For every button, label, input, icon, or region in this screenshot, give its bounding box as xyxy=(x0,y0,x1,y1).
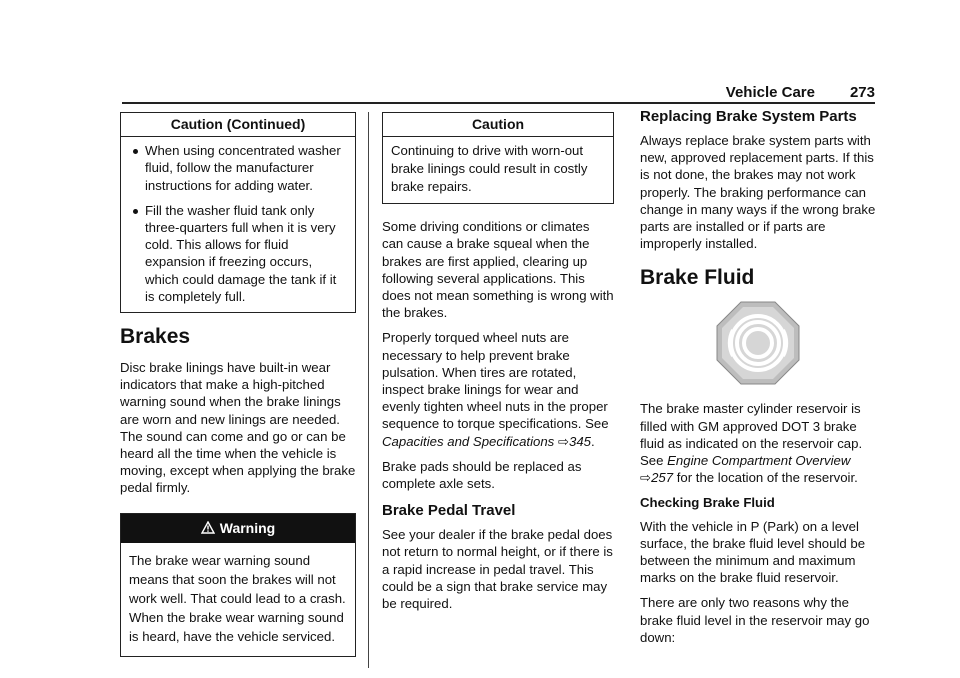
column-divider-1 xyxy=(368,112,369,668)
torque-text: Properly torqued wheel nuts are necessary to help prevent brake pulsation. When tires are rotated, inspect brake linings for wear and evenly tighten wheel nuts in the proper sequence to torque specifications. See xyxy=(382,330,609,432)
brakes-heading: Brakes xyxy=(120,325,191,349)
capacities-page-link[interactable]: 345 xyxy=(569,433,592,449)
column-3 xyxy=(640,108,876,654)
checking-fluid-paragraph: With the vehicle in P (Park) on a level surface, the brake fluid level should be between the minimum and maximum marks on the brake fluid reservoir. xyxy=(640,518,866,586)
checking-fluid-heading: Checking Brake Fluid xyxy=(640,495,775,511)
brake-pads-paragraph: Brake pads should be replaced as complete axle sets. xyxy=(382,458,582,492)
fluid-text: The brake master cylinder reservoir is filled with GM approved DOT 3 brake fluid as indicated on the reservoir cap. See xyxy=(640,401,863,469)
brake-fluid-heading: Brake Fluid xyxy=(640,266,755,290)
warning-text: The brake wear warning sound means that soon the brakes will not work well. That could lead to a crash. When the brake wear warning sound is heard, have the vehicle serviced. xyxy=(129,552,346,644)
warning-header xyxy=(121,514,355,543)
warning-triangle-icon xyxy=(201,521,215,534)
period: . xyxy=(591,433,595,449)
engine-compartment-page-link[interactable]: 257 xyxy=(651,470,674,486)
header-section-title: Vehicle Care xyxy=(725,84,815,101)
column-2 xyxy=(382,112,614,620)
replacing-parts-heading: Replacing Brake System Parts xyxy=(640,108,857,125)
caution-continued-title: Caution (Continued) xyxy=(121,113,355,137)
caution-bullet-1: When using concentrated washer fluid, follow the manufacturer instructions for adding water. xyxy=(145,143,341,193)
capacities-link[interactable]: Capacities and Specifications xyxy=(382,433,555,449)
list-item xyxy=(129,142,347,194)
brake-pedal-travel-heading: Brake Pedal Travel xyxy=(382,502,516,520)
reasons-paragraph: There are only two reasons why the brake fluid level in the reservoir may go down: xyxy=(640,595,870,645)
page-ref-arrow-icon: ⇨ xyxy=(557,433,570,449)
brake-pedal-paragraph: See your dealer if the brake pedal does not return to normal height, or if there is a rapid increase in pedal travel. This could be a sign that brake service may be required. xyxy=(382,527,613,612)
page-header xyxy=(122,84,875,104)
caution-text: Continuing to drive with worn-out brake linings could result in costly brake repairs. xyxy=(391,143,588,195)
column-1 xyxy=(120,112,356,669)
brakes-paragraph: Disc brake linings have built-in wear indicators that make a high-pitched warning sound when the brake linings are worn and new linings are needed. The sound can come and go or can be heard all the time when the vehicle is moving, except when applying the brake pedal firmly. xyxy=(120,360,356,496)
warning-title: Warning xyxy=(219,519,276,536)
engine-compartment-link[interactable]: Engine Compartment Overview xyxy=(667,453,851,469)
warning-box xyxy=(120,513,356,657)
page-ref-arrow-icon: ⇨ xyxy=(640,470,652,486)
bullet-icon xyxy=(133,149,138,154)
bullet-icon xyxy=(133,209,138,214)
caution-title: Caution xyxy=(383,113,613,137)
brake-fluid-paragraph xyxy=(640,400,876,486)
list-item xyxy=(129,202,347,305)
brake-fluid-cap-icon xyxy=(715,300,801,386)
fluid-text-end: for the location of the reservoir. xyxy=(676,470,858,486)
header-page-number: 273 xyxy=(849,84,875,101)
replacing-parts-paragraph: Always replace brake system parts with new, approved replacement parts. If this is not done, the brakes may not work properly. The braking performance can change in many ways if the wrong brake parts are installed or if parts are improperly installed. xyxy=(640,133,876,252)
caution-bullet-2: Fill the washer fluid tank only three-quarters full when it is very cold. This allows for fluid expansion if freezing occurs, which could damage the tank if it is completely full. xyxy=(145,202,337,304)
caution-box xyxy=(382,112,614,204)
torque-paragraph xyxy=(382,329,614,449)
squeal-paragraph: Some driving conditions or climates can cause a brake squeal when the brakes are first applied, clearing up following several applications. This does not mean something is wrong with the brakes. xyxy=(382,219,614,321)
caution-continued-box xyxy=(120,112,356,313)
